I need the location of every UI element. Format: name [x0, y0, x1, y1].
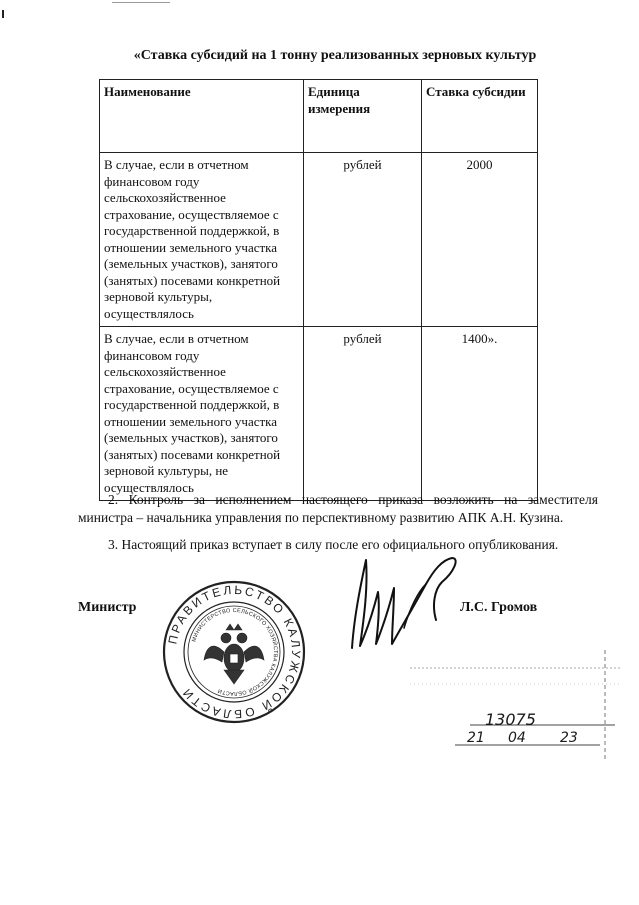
- row-rate-cell: 1400».: [422, 327, 538, 501]
- table-row: [100, 327, 538, 501]
- row-unit-cell: рублей: [304, 327, 422, 501]
- scan-artifact: [112, 2, 170, 3]
- handwritten-signature: [330, 548, 480, 658]
- column-header-name: Наименование: [100, 80, 304, 153]
- subsidy-rate-table: [99, 79, 538, 501]
- seal-inner-text: МИНИСТЕРСТВО СЕЛЬСКОГО ХОЗЯЙСТВА КАЛУЖСКОЙ ОБЛАСТИ: [191, 607, 279, 697]
- registration-number: 13075: [485, 710, 536, 729]
- paragraph-2: 2. Контроль за исполнением настоящего приказа возложить на заместителя министра – начальника управления по перспективному развитию АПК А.Н. Кузина.: [78, 492, 598, 525]
- official-seal: [160, 578, 308, 726]
- row-rate-cell: 2000: [422, 153, 538, 327]
- registration-day: 21: [467, 730, 485, 746]
- seal-outer-text: ПРАВИТЕЛЬСТВО КАЛУЖСКОЙ ОБЛАСТИ: [165, 582, 304, 722]
- column-header-rate: Ставка субсидии: [422, 80, 538, 153]
- table-row: [100, 153, 538, 327]
- signatory-title: Министр: [78, 600, 137, 615]
- registration-year: 23: [560, 730, 578, 746]
- row-name-cell: В случае, если в отчетном финансовом году сельскохозяйственное страхование, осуществляемое с государственной поддержкой, в отношении земельного участка (земельных участков), занятого (занятых) посевами конкретной зерновой культуры, осуществлялось: [100, 153, 304, 327]
- document-title: «Ставка субсидий на 1 тонну реализованных зерновых культур: [133, 48, 537, 63]
- row-name-cell: В случае, если в отчетном финансовом году сельскохозяйственное страхование, осуществляемое с государственной поддержкой, в отношении земельного участка (земельных участков), занятого (занятых) посевами конкретной зерновой культуры, не осуществлялось: [100, 327, 304, 501]
- row-unit-cell: рублей: [304, 153, 422, 327]
- registration-month: 04: [508, 730, 526, 746]
- table-header-row: [100, 80, 538, 153]
- column-header-unit: Единица измерения: [304, 80, 422, 153]
- signatory-name: Л.С. Громов: [460, 600, 538, 615]
- scan-artifact: [2, 10, 4, 18]
- paragraph-3: 3. Настоящий приказ вступает в силу после его официального опубликования.: [108, 537, 559, 552]
- eagle-emblem-icon: [204, 624, 264, 684]
